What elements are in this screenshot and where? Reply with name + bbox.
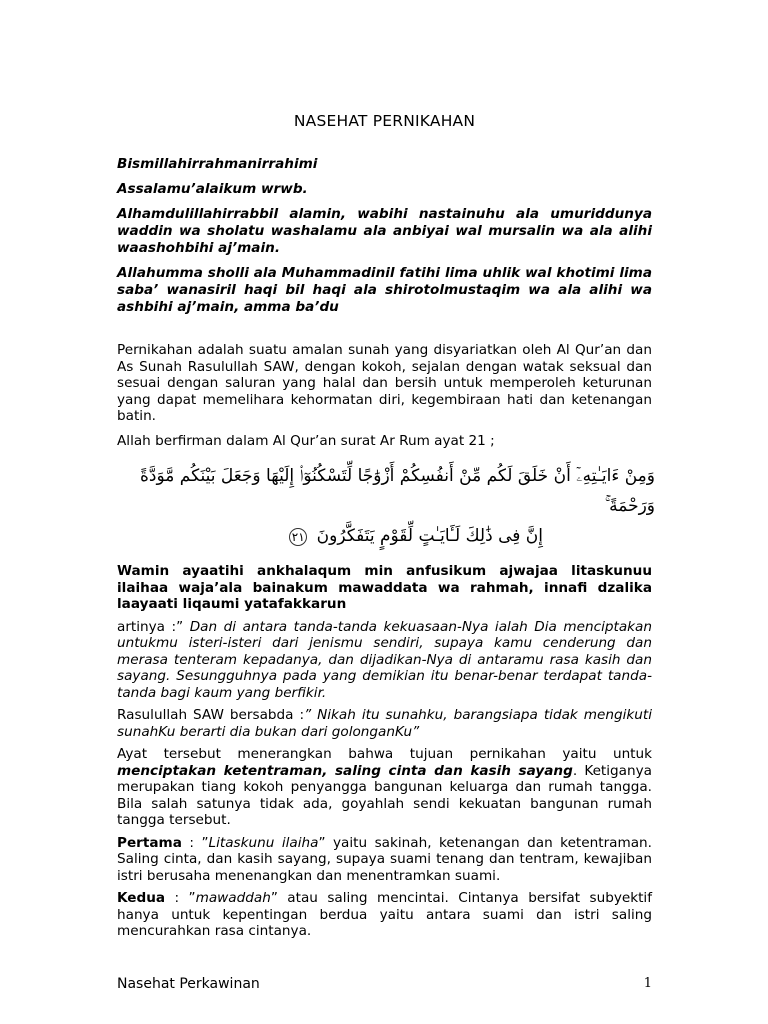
first-point-label: Pertama xyxy=(117,834,182,851)
opening-shalawat: Allahumma sholli ala Muhammadinil fatihi lima uhlik wal khotimi lima saba’ wanasiril haqi bil haqi ala shirotolmustaqim wa ala alihi wa ashbihi aj’main, amma ba’du xyxy=(117,265,652,315)
second-point-term: mawaddah xyxy=(195,890,271,906)
purpose-before: Ayat tersebut menerangkan bahwa tujuan pernikahan yaitu untuk xyxy=(117,746,652,762)
document-title: NASEHAT PERNIKAHAN xyxy=(293,112,476,130)
second-point-paragraph xyxy=(117,890,652,940)
opening-basmala: Bismillahirrahmanirrahimi xyxy=(117,156,318,172)
hadith-lead: Rasulullah SAW bersabda : xyxy=(117,707,305,723)
translation-text: Dan di antara tanda-tanda kekuasaan-Nya ialah Dia menciptakan untukmu isteri-isteri dari jenismu sendiri, supaya kamu cenderung dan merasa tenteram kepadanya, dan dijadikan-Nya di antaramu rasa kasih dan sayang. Sesungguhnya pada yang demikian itu benar-benar terdapat tanda-tanda bagi kaum yang berfikir. xyxy=(117,618,652,701)
first-point-sep: : ” xyxy=(181,834,209,851)
second-point-text: ” atau saling mencintai. Cintanya bersifat subyektif hanya untuk kepentingan berdua yaitu antara suami dan istri saling mencurahkan rasa cintanya. xyxy=(117,890,652,939)
first-point-paragraph xyxy=(117,835,652,885)
arabic-verse-line-2-text: إِنَّ فِى ذَٰلِكَ لَـَٔايَـٰتٍ لِّقَوْمٍ يَتَفَكَّرُونَ xyxy=(316,526,543,546)
intro-paragraph: Pernikahan adalah suatu amalan sunah yang disyariatkan oleh Al Qur’an dan As Sunah Rasulullah SAW, dengan kokoh, sejalan dengan watak seksual dan sesuai dengan saluran yang halal dan bersih untuk memperoleh keturunan yang dapat memelihara kehormatan diri, kegembiraan hati dan ketenangan batin. xyxy=(117,342,652,424)
purpose-emphasis: menciptakan ketentraman, saling cinta dan kasih sayang xyxy=(117,762,573,779)
purpose-paragraph xyxy=(117,746,652,829)
hadith-text: ” Nikah itu sunahku, barangsiapa tidak mengikuti sunahKu berarti dia bukan dari golonganKu” xyxy=(117,707,652,740)
second-point-label: Kedua xyxy=(117,890,166,906)
hadith-paragraph xyxy=(117,707,652,740)
translation-lead: artinya :” xyxy=(117,618,184,635)
opening-salam: Assalamu’alaikum wrwb. xyxy=(117,181,308,197)
purpose-after: . Ketiganya merupakan tiang kokoh penyangga bangunan keluarga dan rumah tangga. Bila salah satunya tidak ada, goyahlah sendi kekuatan bangunan rumah tangga tersebut. xyxy=(117,762,652,828)
footer-title: Nasehat Perkawinan xyxy=(117,976,260,992)
ayah-number-marker: ٢١ xyxy=(289,528,307,546)
first-point-text: ” yaitu sakinah, ketenangan dan ketentraman. Saling cinta, dan kasih sayang, supaya suami tenang dan tentram, kewajiban istri berusaha menenangkan dan menentramkan suami. xyxy=(117,834,652,884)
arabic-verse-line-2 xyxy=(115,521,655,551)
page-number: 1 xyxy=(643,976,652,991)
first-point-term: Litaskunu ilaiha xyxy=(208,834,319,851)
arabic-verse xyxy=(115,461,655,551)
verse-transliteration: Wamin ayaatihi ankhalaqum min anfusikum ajwajaa litaskunuu ilaihaa waja’ala bainakum mawaddata wa rahmah, innafi dzalika laayaati liqaumi yatafakkarun xyxy=(117,563,652,612)
arabic-verse-line-1: وَمِنْ ءَايَـٰتِهِۦٓ أَنْ خَلَقَ لَكُم مِّنْ أَنفُسِكُمْ أَزْوَٰجًا لِّتَسْكُنُوٓا۟ إِلَيْهَا وَجَعَلَ بَيْنَكُم مَّوَدَّةً وَرَحْمَةً ۚ xyxy=(139,466,655,516)
quran-reference: Allah berfirman dalam Al Qur’an surat Ar Rum ayat 21 ; xyxy=(117,432,495,449)
page-content xyxy=(117,112,655,946)
second-point-sep: : ” xyxy=(165,890,196,906)
translation-paragraph xyxy=(117,619,652,702)
opening-hamdalah: Alhamdulillahirrabbil alamin, wabihi nastainuhu ala umuriddunya waddin wa sholatu washalamu ala anbiyai wal mursalin wa ala alihi waashohbihi aj’main. xyxy=(117,206,652,256)
